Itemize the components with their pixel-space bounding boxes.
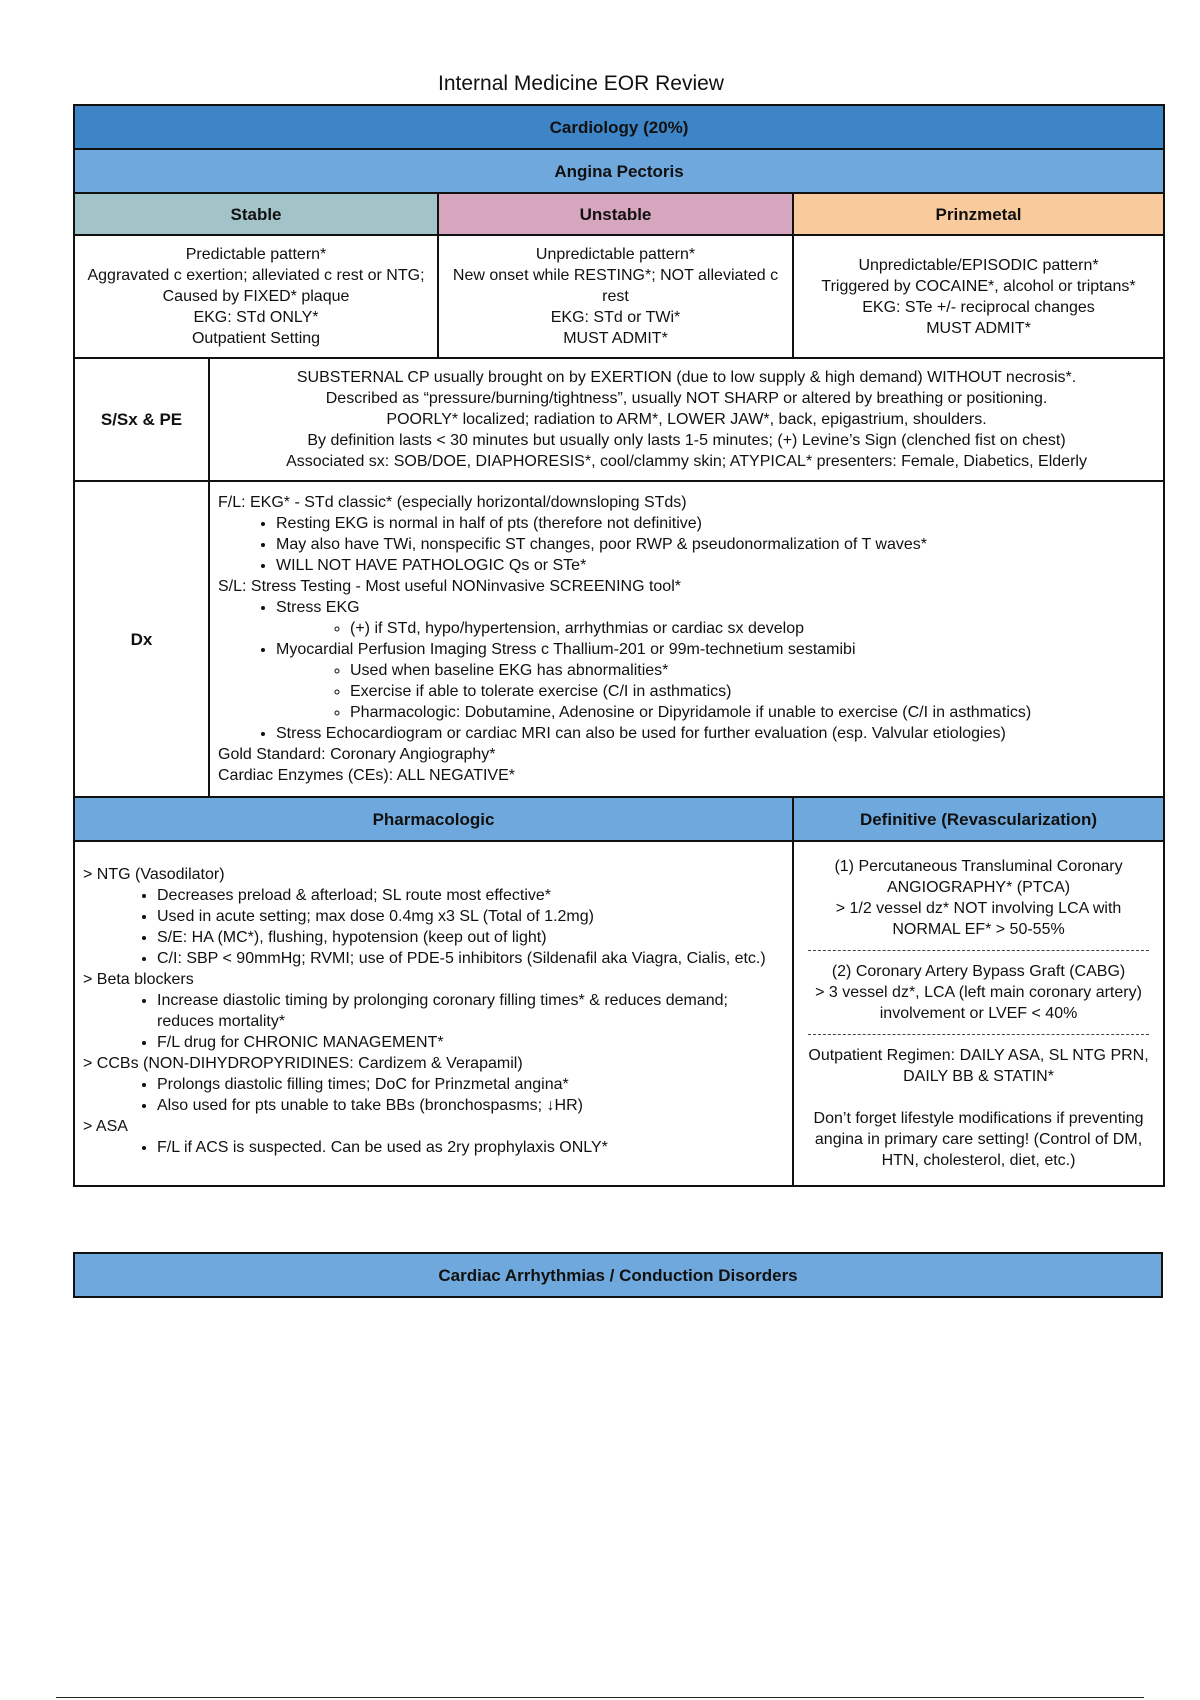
topic-header: Angina Pectoris — [74, 149, 1164, 193]
list-item: • Also used for pts unable to take BBs (bronchospasms; ↓HR) — [157, 1095, 784, 1116]
list-item: • Increase diastolic timing by prolonging coronary filling times* & reduces demand; reduces mortality* — [157, 990, 784, 1032]
ptca-indication: > 1/2 vessel dz* NOT involving LCA with NORMAL EF* > 50-55% — [835, 900, 1122, 938]
dx-gold-standard: Gold Standard: Coronary Angiography* — [218, 746, 496, 763]
list-item: ◦ Pharmacologic: Dobutamine, Adenosine or Dipyridamole if unable to exercise (C/I in asthmatics) — [350, 702, 1155, 723]
prinzmetal-line: Unpredictable/EPISODIC pattern* — [858, 256, 1099, 274]
sx-line: By definition lasts < 30 minutes but usually only lasts 1-5 minutes; (+) Levine’s Sign (clenched fist on chest) — [307, 432, 1066, 449]
list-item: • WILL NOT HAVE PATHOLOGIC Qs or STe* — [276, 555, 1155, 576]
list-item: • F/L drug for CHRONIC MANAGEMENT* — [157, 1032, 784, 1053]
list-item: • Decreases preload & afterload; SL route most effective* — [157, 885, 784, 906]
bb-heading: > Beta blockers — [83, 971, 194, 988]
dx-label: Dx — [74, 481, 209, 797]
ntg-heading: > NTG (Vasodilator) — [83, 866, 225, 883]
sx-line: SUBSTERNAL CP usually brought on by EXERTION (due to low supply & high demand) WITHOUT necrosis*. — [296, 369, 1077, 386]
cabg-block — [804, 957, 1153, 1028]
arrhythmia-table — [73, 1252, 1163, 1298]
sx-line: Described as “pressure/burning/tightness”, usually NOT SHARP or altered by breathing or positioning. — [325, 390, 1048, 407]
bb-list — [83, 990, 784, 1053]
list-item: ◦ (+) if STd, hypo/hypertension, arrhythmias or cardiac sx develop — [350, 618, 1155, 639]
mpi: Myocardial Perfusion Imaging Stress c Thallium-201 or 99m-technetium sestamibi — [276, 641, 856, 658]
unstable-line: Unpredictable pattern* — [535, 246, 696, 263]
dx-fl-list — [218, 513, 1155, 576]
prinzmetal-line: EKG: STe +/- reciprocal changes — [862, 298, 1095, 316]
prinzmetal-line: Triggered by COCAINE*, alcohol or triptans* — [821, 277, 1136, 295]
list-item: • F/L if ACS is suspected. Can be used as 2ry prophylaxis ONLY* — [157, 1137, 784, 1158]
definitive-cell — [793, 841, 1164, 1186]
list-item: • May also have TWi, nonspecific ST changes, poor RWP & pseudonormalization of T waves* — [276, 534, 1155, 555]
unstable-cell — [438, 235, 793, 358]
stable-cell — [74, 235, 438, 358]
dx-sl-list — [218, 597, 1155, 744]
arrhythmia-header: Cardiac Arrhythmias / Conduction Disorders — [74, 1253, 1162, 1297]
prinzmetal-line: MUST ADMIT* — [926, 319, 1031, 337]
list-item: • Stress Echocardiogram or cardiac MRI can also be used for further evaluation (esp. Valvular etiologies) — [276, 723, 1155, 744]
pharm-cell — [74, 841, 793, 1186]
page-title: Internal Medicine EOR Review — [438, 72, 724, 95]
list-item — [276, 597, 1155, 639]
prinzmetal-cell — [793, 235, 1164, 358]
list-item: ◦ Used when baseline EKG has abnormalities* — [350, 660, 1155, 681]
dx-first-line: F/L: EKG* - STd classic* (especially horizontal/downsloping STds) — [218, 494, 687, 511]
asa-heading: > ASA — [83, 1118, 128, 1135]
list-item: • Used in acute setting; max dose 0.4mg x3 SL (Total of 1.2mg) — [157, 906, 784, 927]
ccb-list — [83, 1074, 784, 1116]
sx-line: POORLY* localized; radiation to ARM*, LOWER JAW*, back, epigastrium, shoulders. — [386, 411, 987, 428]
dx-cell — [209, 481, 1164, 797]
stable-line: EKG: STd ONLY* — [193, 309, 319, 326]
list-item: • C/I: SBP < 90mmHg; RVMI; use of PDE-5 inhibitors (Sildenafil aka Viagra, Cialis, etc.) — [157, 948, 784, 969]
outpatient-regimen: Outpatient Regimen: DAILY ASA, SL NTG PRN, DAILY BB & STATIN* — [808, 1047, 1149, 1085]
cabg-title: (2) Coronary Artery Bypass Graft (CABG) — [831, 963, 1126, 980]
unstable-line: New onset while RESTING*; NOT alleviated c rest — [452, 267, 779, 305]
stable-line: Outpatient Setting — [191, 330, 321, 347]
sx-line: Associated sx: SOB/DOE, DIAPHORESIS*, cool/clammy skin; ATYPICAL* presenters: Female, Diabetics, Elderly — [286, 453, 1087, 470]
ntg-list — [83, 885, 784, 969]
column-header-unstable: Unstable — [438, 193, 793, 235]
section-header: Cardiology (20%) — [74, 105, 1164, 149]
list-item — [276, 639, 1155, 723]
ptca-title: (1) Percutaneous Transluminal Coronary ANGIOGRAPHY* (PTCA) — [834, 858, 1123, 896]
dx-second-line: S/L: Stress Testing - Most useful NONinvasive SCREENING tool* — [218, 578, 681, 595]
asa-list — [83, 1137, 784, 1158]
list-item: • Prolongs diastolic filling times; DoC for Prinzmetal angina* — [157, 1074, 784, 1095]
stable-line: Predictable pattern* — [185, 246, 327, 263]
pharm-header: Pharmacologic — [74, 797, 793, 841]
divider — [808, 1034, 1149, 1035]
column-header-stable: Stable — [74, 193, 438, 235]
stress-ekg: Stress EKG — [276, 599, 360, 616]
ptca-block — [804, 852, 1153, 944]
sx-cell — [209, 358, 1164, 481]
list-item: • S/E: HA (MC*), flushing, hypotension (keep out of light) — [157, 927, 784, 948]
column-header-prinzmetal: Prinzmetal — [793, 193, 1164, 235]
list-item: ◦ Exercise if able to tolerate exercise (C/I in asthmatics) — [350, 681, 1155, 702]
sx-label: S/Sx & PE — [74, 358, 209, 481]
cabg-indication: > 3 vessel dz*, LCA (left main coronary artery) involvement or LVEF < 40% — [815, 984, 1142, 1022]
footer-rule — [56, 1697, 1144, 1698]
angina-table — [73, 104, 1165, 1187]
dx-enzymes: Cardiac Enzymes (CEs): ALL NEGATIVE* — [218, 767, 515, 784]
unstable-line: EKG: STd or TWi* — [550, 309, 681, 326]
outpatient-block — [804, 1041, 1153, 1175]
stable-line: Aggravated c exertion; alleviated c rest or NTG; Caused by FIXED* plaque — [87, 267, 425, 305]
list-item: • Resting EKG is normal in half of pts (therefore not definitive) — [276, 513, 1155, 534]
divider — [808, 950, 1149, 951]
lifestyle-note: Don’t forget lifestyle modifications if preventing angina in primary care setting! (Control of DM, HTN, cholesterol, diet, etc.) — [813, 1110, 1144, 1169]
unstable-line: MUST ADMIT* — [563, 330, 668, 347]
definitive-header: Definitive (Revascularization) — [793, 797, 1164, 841]
ccb-heading: > CCBs (NON-DIHYDROPYRIDINES: Cardizem & Verapamil) — [83, 1055, 523, 1072]
